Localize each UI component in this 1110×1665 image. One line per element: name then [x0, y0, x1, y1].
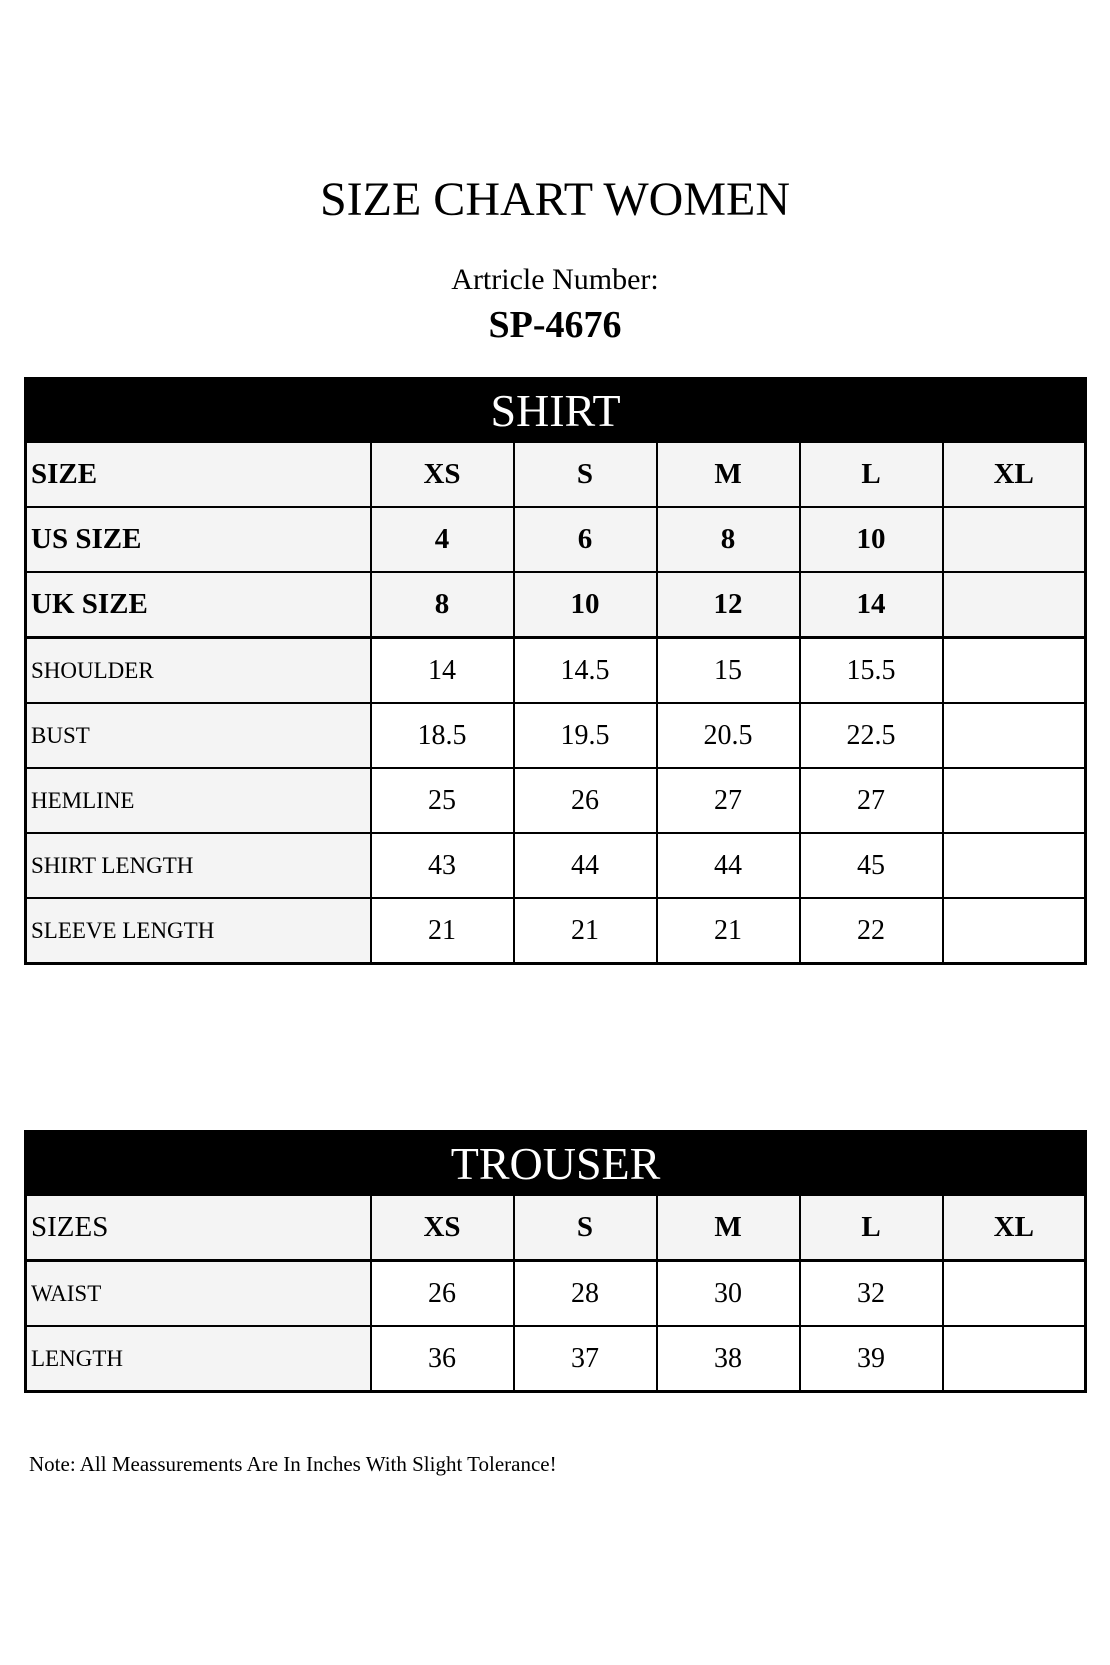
size-header-xl: XL [943, 1195, 1086, 1261]
uk-size-row [26, 572, 1086, 638]
measurement-label: HEMLINE [26, 768, 371, 833]
measurement-label: SHIRT LENGTH [26, 833, 371, 898]
size-header-l: L [800, 1195, 943, 1261]
trouser-heading: TROUSER [26, 1132, 1086, 1196]
measurement-cell: 44 [514, 833, 657, 898]
measurement-cell: 25 [371, 768, 514, 833]
measurement-cell: 44 [657, 833, 800, 898]
us-size-cell: 4 [371, 507, 514, 572]
measurement-cell: 19.5 [514, 703, 657, 768]
measurement-cell: 20.5 [657, 703, 800, 768]
trouser-size-row [26, 1195, 1086, 1261]
sleeve-length-row [26, 898, 1086, 964]
measurement-cell: 39 [800, 1326, 943, 1392]
shirt-length-row [26, 833, 1086, 898]
measurement-cell: 14 [371, 638, 514, 704]
shirt-heading: SHIRT [26, 379, 1086, 443]
measurement-cell [943, 898, 1086, 964]
us-size-row [26, 507, 1086, 572]
trouser-size-table [24, 1130, 1087, 1393]
measurement-cell [943, 638, 1086, 704]
measurement-cell: 28 [514, 1261, 657, 1327]
size-header-m: M [657, 442, 800, 507]
size-header-s: S [514, 1195, 657, 1261]
measurement-cell: 21 [657, 898, 800, 964]
us-size-cell: 6 [514, 507, 657, 572]
uk-size-cell: 12 [657, 572, 800, 638]
measurement-cell [943, 833, 1086, 898]
measurement-cell: 37 [514, 1326, 657, 1392]
measurement-cell: 27 [657, 768, 800, 833]
shirt-size-row [26, 442, 1086, 507]
article-number-label: Artricle Number: [451, 263, 659, 296]
size-header-xl: XL [943, 442, 1086, 507]
us-size-cell: 10 [800, 507, 943, 572]
shoulder-row [26, 638, 1086, 704]
size-header-s: S [514, 442, 657, 507]
measurement-cell: 22 [800, 898, 943, 964]
size-header-xs: XS [371, 442, 514, 507]
measurement-label: LENGTH [26, 1326, 371, 1392]
measurement-cell [943, 1261, 1086, 1327]
us-size-label: US SIZE [26, 507, 371, 572]
measurement-cell: 22.5 [800, 703, 943, 768]
measurement-cell: 45 [800, 833, 943, 898]
length-row [26, 1326, 1086, 1392]
measurement-cell: 26 [514, 768, 657, 833]
measurement-cell: 21 [371, 898, 514, 964]
tolerance-note: Note: All Meassurements Are In Inches With Slight Tolerance! [29, 1452, 557, 1476]
us-size-cell: 8 [657, 507, 800, 572]
us-size-cell [943, 507, 1086, 572]
uk-size-cell [943, 572, 1086, 638]
measurement-cell: 27 [800, 768, 943, 833]
waist-row [26, 1261, 1086, 1327]
measurement-label: SHOULDER [26, 638, 371, 704]
measurement-label: SLEEVE LENGTH [26, 898, 371, 964]
measurement-cell: 43 [371, 833, 514, 898]
size-header-xs: XS [371, 1195, 514, 1261]
measurement-cell: 14.5 [514, 638, 657, 704]
measurement-cell: 26 [371, 1261, 514, 1327]
measurement-cell: 36 [371, 1326, 514, 1392]
shirt-size-table [24, 377, 1087, 965]
measurement-cell: 18.5 [371, 703, 514, 768]
bust-row [26, 703, 1086, 768]
uk-size-cell: 14 [800, 572, 943, 638]
measurement-cell: 30 [657, 1261, 800, 1327]
measurement-cell: 21 [514, 898, 657, 964]
measurement-cell: 38 [657, 1326, 800, 1392]
page-title: SIZE CHART WOMEN [319, 173, 790, 226]
measurement-cell [943, 703, 1086, 768]
measurement-label: WAIST [26, 1261, 371, 1327]
article-number: SP-4676 [488, 304, 622, 346]
measurement-cell [943, 1326, 1086, 1392]
size-header-l: L [800, 442, 943, 507]
measurement-cell [943, 768, 1086, 833]
sizes-row-label: SIZES [26, 1195, 371, 1261]
uk-size-label: UK SIZE [26, 572, 371, 638]
uk-size-cell: 10 [514, 572, 657, 638]
measurement-cell: 15.5 [800, 638, 943, 704]
uk-size-cell: 8 [371, 572, 514, 638]
measurement-label: BUST [26, 703, 371, 768]
size-header-m: M [657, 1195, 800, 1261]
measurement-cell: 32 [800, 1261, 943, 1327]
measurement-cell: 15 [657, 638, 800, 704]
size-row-label: SIZE [26, 442, 371, 507]
hemline-row [26, 768, 1086, 833]
